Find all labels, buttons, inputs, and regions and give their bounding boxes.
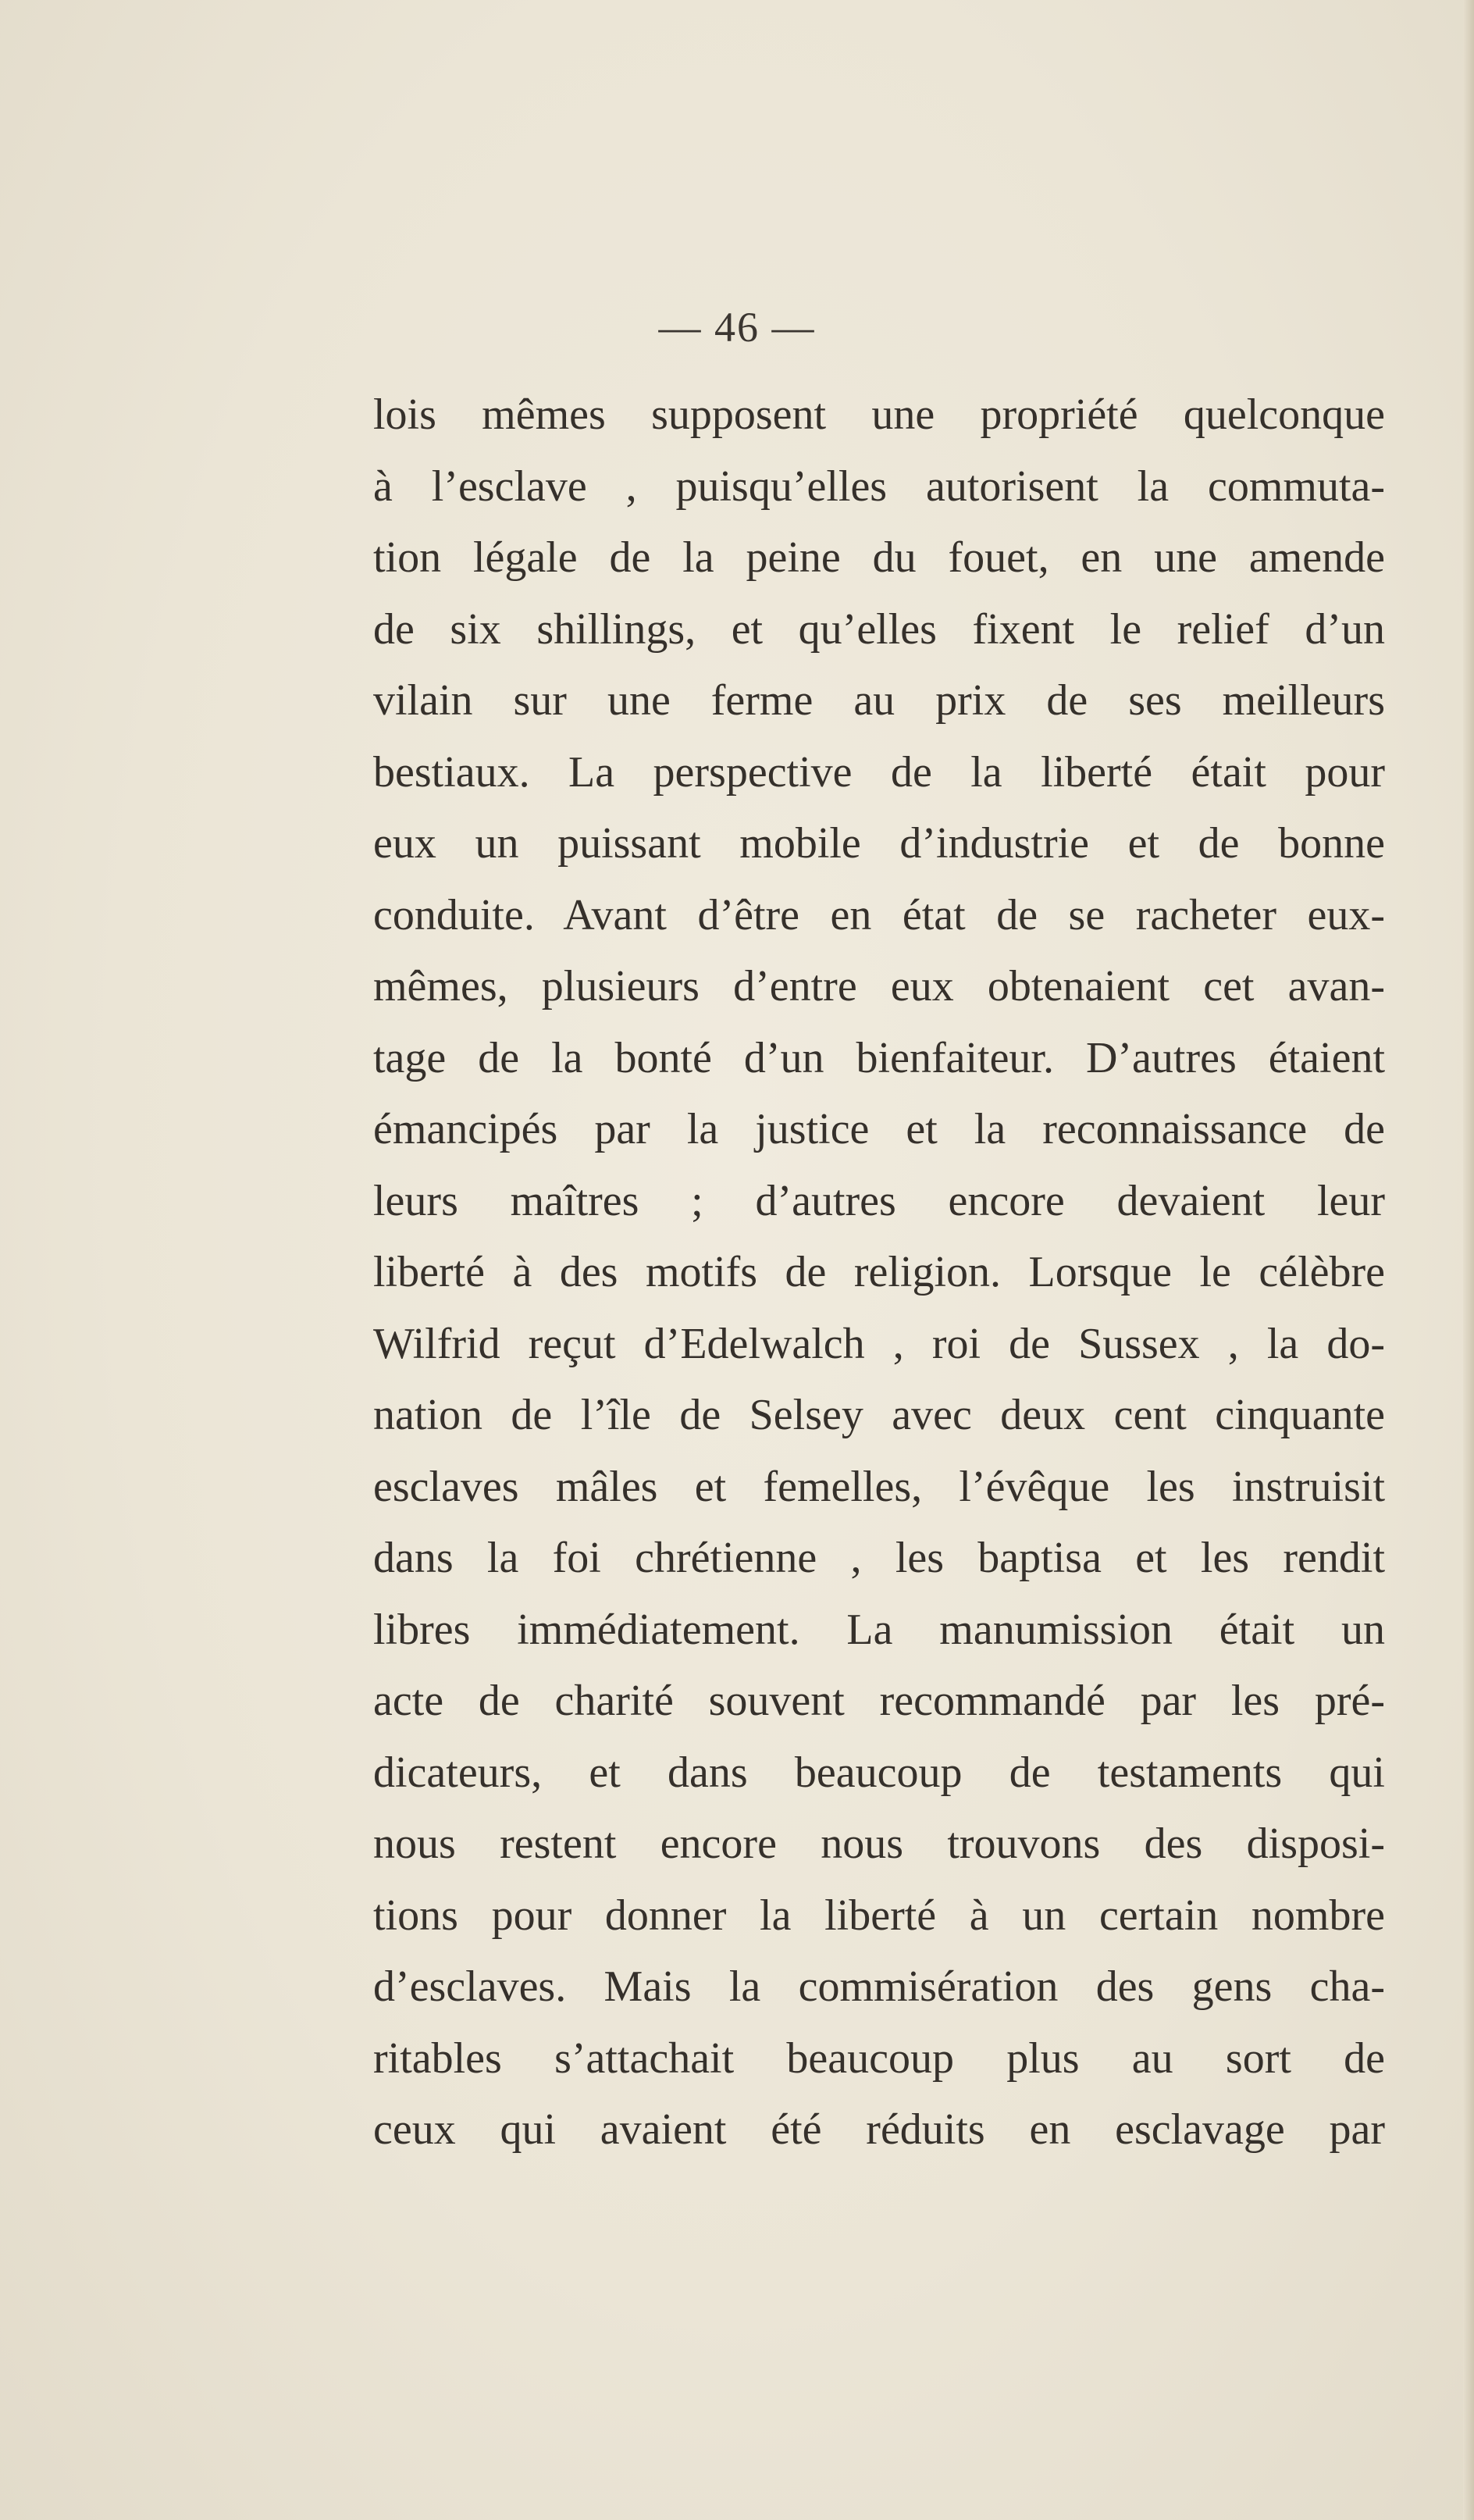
page-number: — 46 — — [658, 304, 816, 351]
text-line-11: émancipés par la justice et la reconnaissance de — [373, 1105, 1385, 1153]
body-text — [373, 380, 1385, 2166]
text-line-5: vilain sur une ferme au prix de ses meilleurs — [373, 676, 1385, 725]
text-line-21: nous restent encore nous trouvons des disposi- — [373, 1820, 1385, 1868]
text-line-13: liberté à des motifs de religion. Lorsque le célèbre — [373, 1248, 1385, 1296]
text-line-23: d’esclaves. Mais la commisération des gens cha- — [373, 1962, 1385, 2011]
text-line-12: leurs maîtres ; d’autres encore devaient leur — [373, 1176, 1385, 1225]
text-line-24: ritables s’attachait beaucoup plus au sort de — [373, 2033, 1385, 2083]
text-line-25: ceux qui avaient été réduits en esclavage par — [373, 2105, 1385, 2154]
text-line-4: de six shillings, et qu’elles fixent le relief d’un — [373, 604, 1385, 654]
text-line-15: nation de l’île de Selsey avec deux cent cinquante — [373, 1391, 1385, 1439]
text-line-10: tage de la bonté d’un bienfaiteur. D’autres étaient — [373, 1033, 1385, 1082]
page-edge — [1463, 0, 1474, 2520]
text-line-14: Wilfrid reçut d’Edelwalch , roi de Sussex , la do- — [373, 1319, 1385, 1368]
text-line-22: tions pour donner la liberté à un certain nombre — [373, 1891, 1385, 1940]
text-line-19: acte de charité souvent recommandé par les pré- — [373, 1677, 1385, 1725]
text-line-2: à l’esclave , puisqu’elles autorisent la commuta- — [373, 462, 1385, 511]
text-line-20: dicateurs, et dans beaucoup de testaments qui — [373, 1748, 1385, 1797]
text-line-9: mêmes, plusieurs d’entre eux obtenaient cet avan- — [373, 962, 1385, 1010]
text-line-1: lois mêmes supposent une propriété quelconque — [373, 390, 1385, 439]
text-line-8: conduite. Avant d’être en état de se racheter eux- — [373, 890, 1385, 939]
text-line-3: tion légale de la peine du fouet, en une amende — [373, 533, 1385, 582]
text-line-17: dans la foi chrétienne , les baptisa et les rendit — [373, 1534, 1385, 1582]
text-line-18: libres immédiatement. La manumission était un — [373, 1605, 1385, 1654]
text-line-7: eux un puissant mobile d’industrie et de bonne — [373, 819, 1385, 868]
text-line-16: esclaves mâles et femelles, l’évêque les instruisit — [373, 1462, 1385, 1511]
text-line-6: bestiaux. La perspective de la liberté était pour — [373, 747, 1385, 797]
